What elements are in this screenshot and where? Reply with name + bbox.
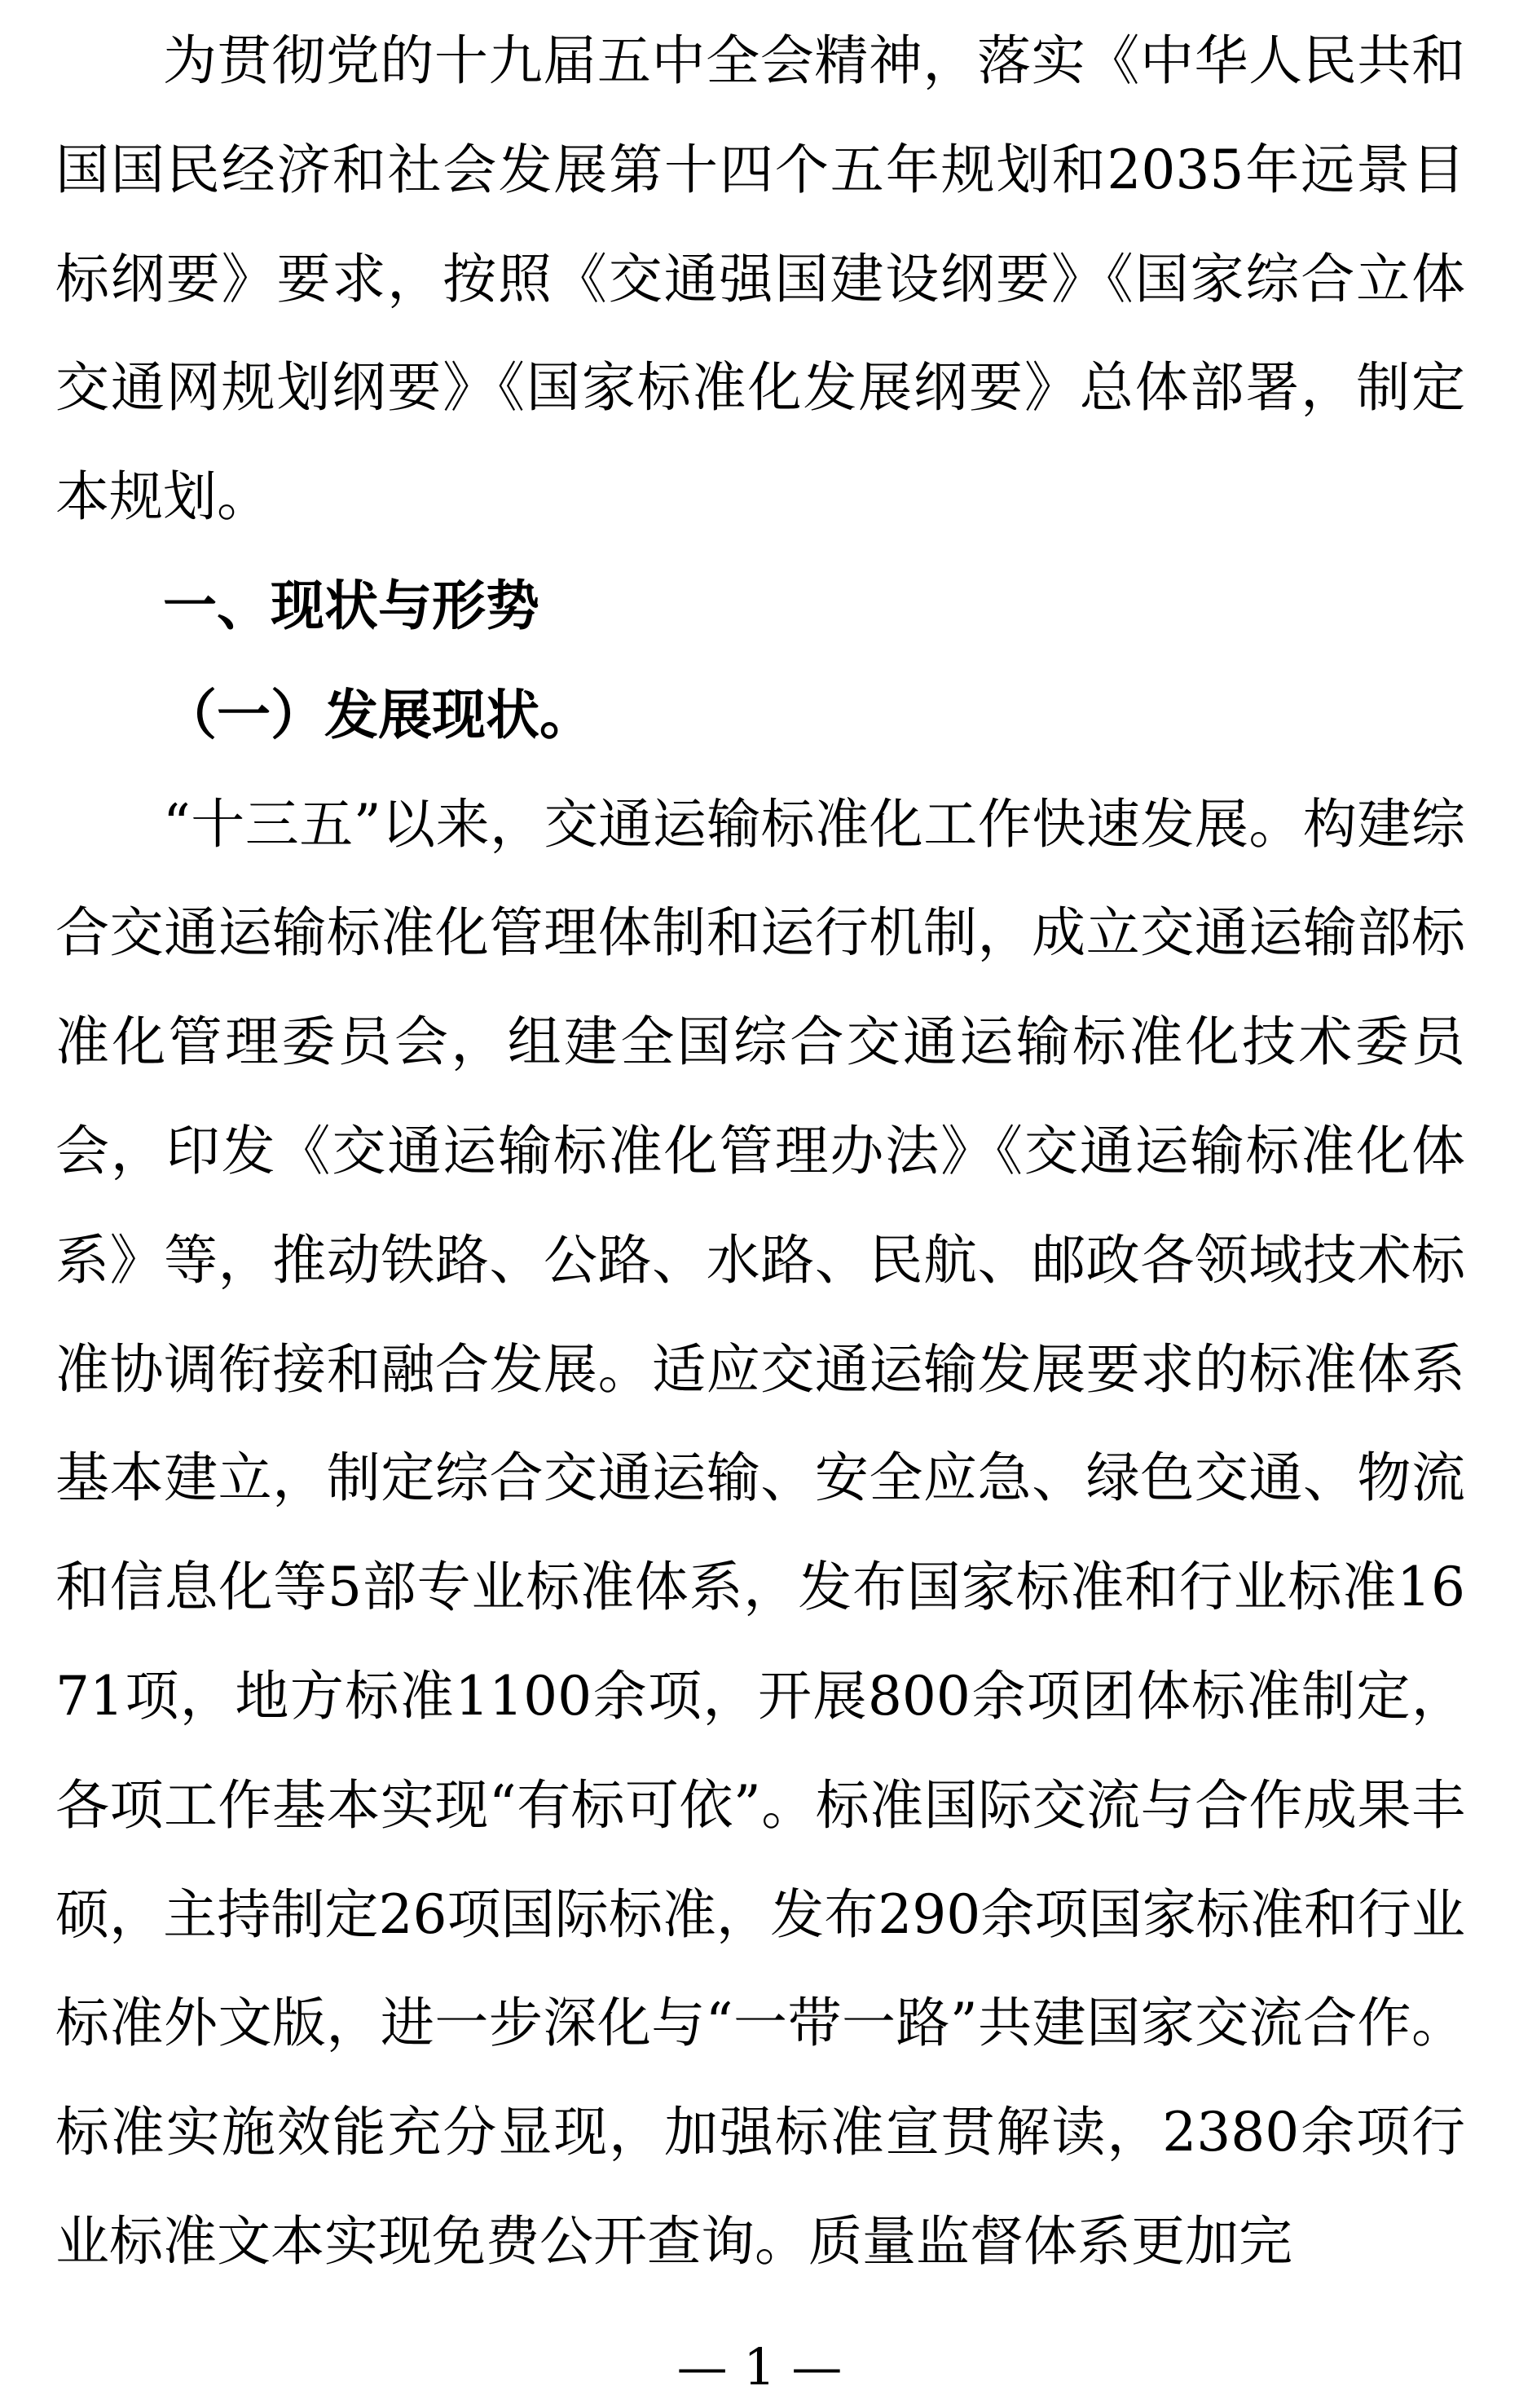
subsection-heading: （一）发展现状。 [163, 682, 593, 746]
intro-paragraph: 为贯彻党的十九届五中全会精神，落实《中华人民共和国国民经济和社会发展第十四个五年规划和2035年远景目标纲要》要求，按照《交通强国建设纲要》《国家综合立体交通网规划纲要》《国家标准化发展纲要》总体部署，制定本规划。 [55, 29, 1465, 529]
body-paragraph: “十三五”以来，交通运输标准化工作快速发展。构建综合交通运输标准化管理体制和运行机制，成立交通运输部标准化管理委员会，组建全国综合交通运输标准化技术委员会，印发《交通运输标准化管理办法》《交通运输标准化体系》等，推动铁路、公路、水路、民航、邮政各领域技术标准协调衔接和融合发展。适应交通运输发展要求的标准体系基本建立，制定综合交通运输、安全应急、绿色交通、物流和信息化等5部专业标准体系，发布国家标准和行业标准1671项，地方标准1100余项，开展800余项团体标准制定，各项工作基本实现“有标可依”。标准国际交流与合作成果丰硕，主持制定26项国际标准，发布290余项国家标准和行业标准外文版，进一步深化与“一带一路”共建国家交流合作。标准实施效能充分显现，加强标准宣贯解读，2380余项行业标准文本实现免费公开查询。质量监督体系更加完 [55, 792, 1465, 2273]
section-heading: 一、现状与形势 [163, 574, 539, 637]
page-number: — 1 — [676, 2337, 843, 2397]
document-page [55, 7, 1465, 2296]
